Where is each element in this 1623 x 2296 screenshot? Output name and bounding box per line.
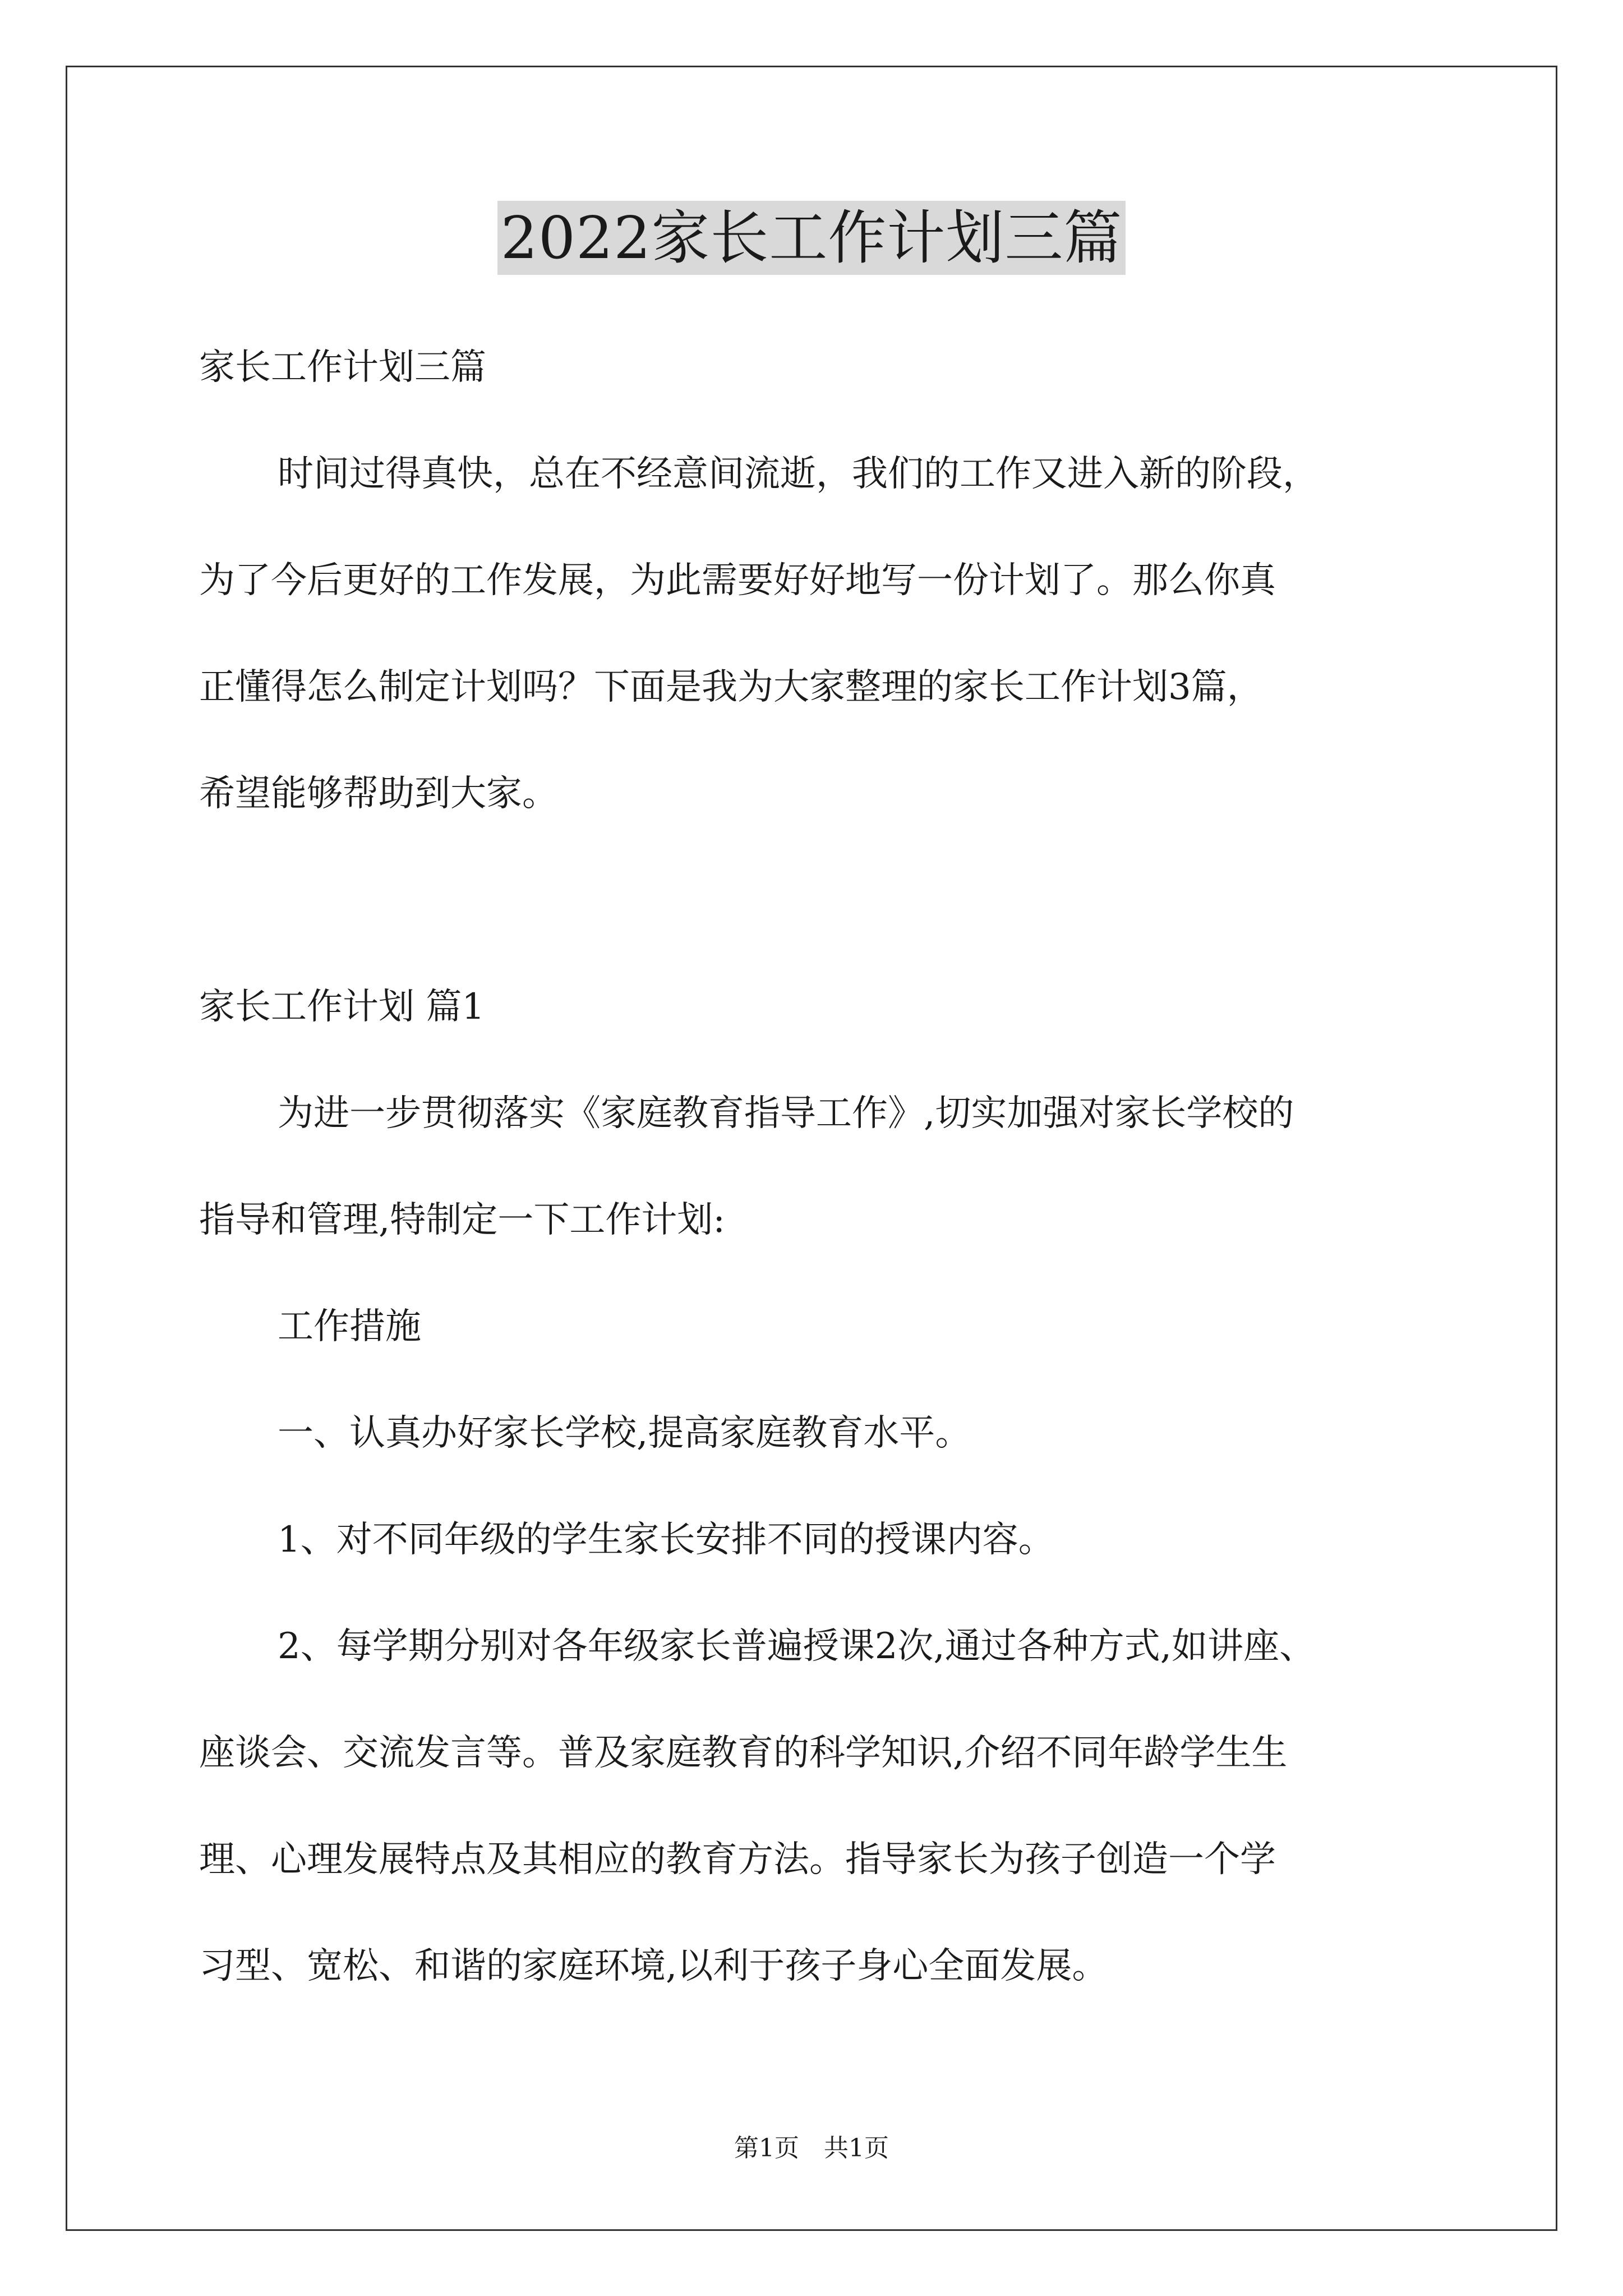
section-gap — [199, 847, 1455, 954]
measure-1-heading: 一、认真办好家长学校,提高家庭教育水平。 — [278, 1412, 971, 1454]
document-title: 2022家长工作计划三篇 — [497, 201, 1126, 275]
body-line-2: 指导和管理,特制定一下工作计划: — [199, 1199, 725, 1241]
measure-item-2-line-1: 2、每学期分别对各年级家长普遍授课2次,通过各种方式,如讲座、 — [278, 1626, 1316, 1667]
intro-line-4: 希望能够帮助到大家。 — [199, 773, 558, 815]
measure-item-1: 1、对不同年级的学生家长安排不同的授课内容。 — [278, 1519, 1054, 1561]
section-heading: 家长工作计划 篇1 — [199, 986, 485, 1028]
measure-item-2-line-2: 座谈会、交流发言等。普及家庭教育的科学知识,介绍不同年龄学生生 — [199, 1732, 1288, 1774]
intro-line-2: 为了今后更好的工作发展，为此需要好好地写一份计划了。那么你真 — [199, 560, 1276, 601]
subtitle-line: 家长工作计划三篇 — [199, 347, 486, 388]
measures-heading: 工作措施 — [278, 1306, 421, 1347]
body-line-1: 为进一步贯彻落实《家庭教育指导工作》,切实加强对家长学校的 — [278, 1093, 1294, 1134]
intro-line-1: 时间过得真快，总在不经意间流逝，我们的工作又进入新的阶段， — [278, 453, 1318, 495]
measure-item-2-line-3: 理、心理发展特点及其相应的教育方法。指导家长为孩子创造一个学 — [199, 1839, 1276, 1880]
intro-line-3: 正懂得怎么制定计划吗？下面是我为大家整理的家长工作计划3篇， — [199, 666, 1263, 708]
page-footer: 第1页 共1页 — [734, 2134, 889, 2162]
title-container — [0, 201, 1623, 275]
document-body — [199, 314, 1455, 2019]
measure-item-2-line-4: 习型、宽松、和谐的家庭环境,以利于孩子身心全面发展。 — [199, 1945, 1108, 1987]
